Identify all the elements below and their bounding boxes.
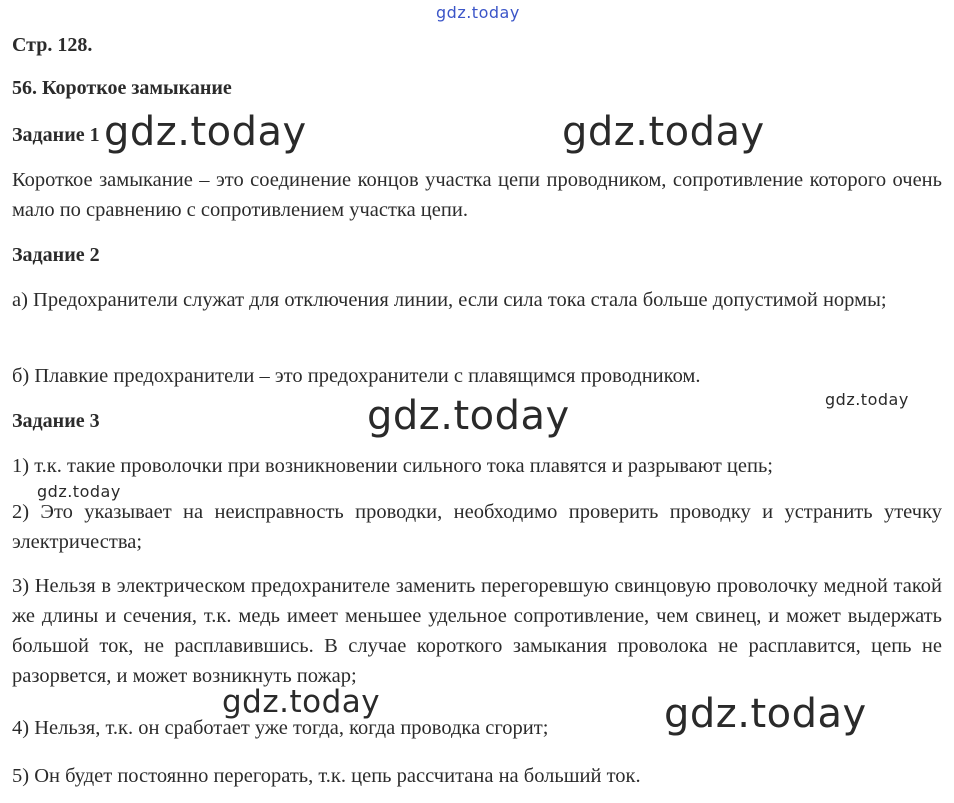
page-label: Стр. 128. bbox=[12, 34, 93, 56]
task2-item-b: б) Плавкие предохранители – это предохранители с плавящимся проводником. bbox=[12, 365, 701, 387]
task2-heading: Задание 2 bbox=[12, 244, 100, 266]
task3-item-5: 5) Он будет постоянно перегорать, т.к. цепь рассчитана на больший ток. bbox=[12, 765, 641, 787]
task3-item-2: 2) Это указывает на неисправность проводки, необходимо проверить проводку и устранить утечку электричества; bbox=[12, 501, 942, 553]
task1-heading: Задание 1 bbox=[12, 124, 100, 146]
task3-item-1: 1) т.к. такие проволочки при возникновении сильного тока плавятся и разрывают цепь; bbox=[12, 455, 773, 477]
watermark-top: gdz.today bbox=[436, 3, 520, 22]
task3-item-3: 3) Нельзя в электрическом предохранителе заменить перегоревшую свинцовую проволочку медной такой же длины и сечения, т.к. медь имеет меньшее удельное сопротивление, чем свинец, и может выдержать большой ток, не расплавившись. В случае короткого замыкания проволока не расплавится, цепь не разорвется, и может возникнуть пожар; bbox=[12, 575, 942, 687]
watermark-6: gdz.today bbox=[222, 684, 381, 720]
watermark-1: gdz.today bbox=[104, 109, 307, 155]
task3-heading: Задание 3 bbox=[12, 410, 100, 432]
watermark-7: gdz.today bbox=[664, 691, 867, 737]
task1-text: Короткое замыкание – это соединение концов участка цепи проводником, сопротивление которого очень мало по сравнению с сопротивлением участка цепи. bbox=[12, 169, 942, 221]
section-title: 56. Короткое замыкание bbox=[12, 77, 232, 99]
watermark-4: gdz.today bbox=[825, 390, 909, 409]
watermark-5: gdz.today bbox=[37, 482, 121, 501]
task3-item-4: 4) Нельзя, т.к. он сработает уже тогда, когда проводка сгорит; bbox=[12, 717, 549, 739]
watermark-2: gdz.today bbox=[562, 109, 765, 155]
watermark-3: gdz.today bbox=[367, 393, 570, 439]
task2-item-a: а) Предохранители служат для отключения линии, если сила тока стала больше допустимой нормы; bbox=[12, 289, 887, 311]
